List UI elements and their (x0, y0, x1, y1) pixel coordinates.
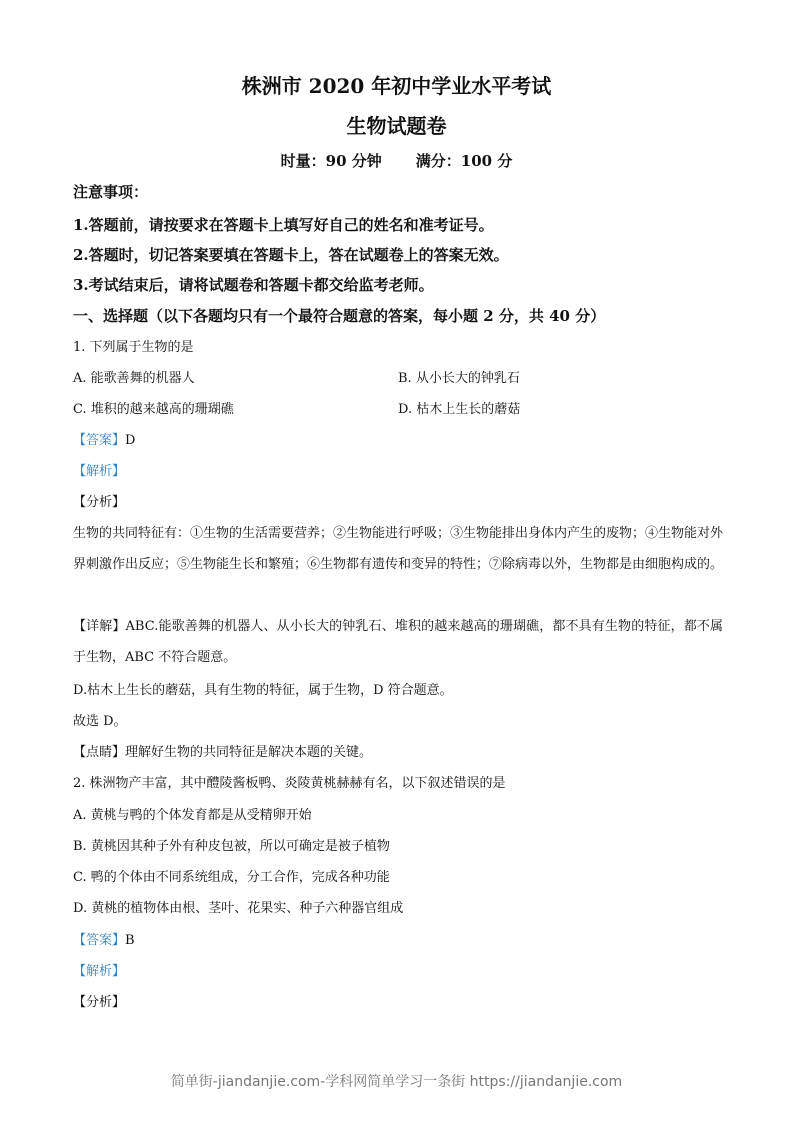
q2-answer (73, 932, 135, 950)
q1-fenxi-label: 【分析】 (73, 495, 126, 510)
q1-option-d: D. 枯木上生长的蘑菇 (398, 402, 521, 417)
q1-option-b: B. 从小长大的钟乳石 (398, 371, 520, 386)
q2-option-a: A. 黄桃与鸭的个体发育都是从受精卵开始 (73, 808, 312, 823)
q1-choose: 故选 D。 (73, 714, 127, 729)
q1-dianjing-label: 【点睛】 (73, 745, 126, 760)
q1-option-a: A. 能歌善舞的机器人 (73, 371, 195, 386)
q2-option-b: B. 黄桃因其种子外有种皮包被，所以可确定是被子植物 (73, 839, 390, 854)
exam-score: 满分：100 分 (415, 152, 513, 170)
q1-answer (73, 432, 135, 450)
q2-option-c: C. 鸭的个体由不同系统组成，分工合作，完成各种功能 (73, 870, 390, 885)
q2-answer-label: 【答案】 (73, 933, 126, 948)
notice-item-1: 1.答题前，请按要求在答题卡上填写好自己的姓名和准考证号。 (73, 216, 494, 234)
q1-option-c: C. 堆积的越来越高的珊瑚礁 (73, 402, 234, 417)
q1-stem: 1. 下列属于生物的是 (73, 340, 194, 355)
q1-jiexi-label: 【解析】 (73, 464, 126, 479)
q1-xiangjie-d: D.枯木上生长的蘑菇，具有生物的特征，属于生物，D 符合题意。 (73, 683, 453, 698)
notice-heading: 注意事项： (73, 183, 149, 201)
q1-xiangjie-text: ABC.能歌善舞的机器人、从小长大的钟乳石、堆积的越来越高的珊瑚礁，都不具有生物的特征，都不属于生物，ABC 不符合题意。 (73, 619, 723, 665)
q1-dianjing-text: 理解好生物的共同特征是解决本题的关键。 (125, 745, 373, 760)
q2-jiexi-label: 【解析】 (73, 964, 126, 979)
q1-dianjing (73, 744, 372, 762)
q2-stem: 2. 株洲物产丰富，其中醴陵酱板鸭、炎陵黄桃赫赫有名，以下叙述错误的是 (73, 776, 506, 791)
q2-answer-value: B (125, 933, 135, 948)
exam-meta (0, 150, 793, 171)
exam-time: 时量：90 分钟 (280, 152, 382, 170)
exam-subtitle: 生物试题卷 (346, 114, 447, 138)
q1-xiangjie (73, 611, 723, 673)
q2-fenxi-label: 【分析】 (73, 995, 126, 1010)
footer-watermark: 简单街-jiandanjie.com-学科网简单学习一条街 https://jiandanjie.com (170, 1074, 623, 1090)
q1-xiangjie-label: 【详解】 (73, 619, 126, 634)
notice-item-2: 2.答题时，切记答案要填在答题卡上，答在试题卷上的答案无效。 (73, 246, 509, 264)
q1-fenxi-text: 生物的共同特征有：①生物的生活需要营养；②生物能进行呼吸；③生物能排出身体内产生的废物；④生物能对外界刺激作出反应；⑤生物能生长和繁殖；⑥生物都有遗传和变异的特性；⑦除病毒以外，生物都是由细胞构成的。 (73, 526, 724, 572)
q2-option-d: D. 黄桃的植物体由根、茎叶、花果实、种子六种器官组成 (73, 901, 404, 916)
section-heading: 一、选择题（以下各题均只有一个最符合题意的答案，每小题 2 分，共 40 分） (73, 307, 606, 325)
q1-answer-label: 【答案】 (73, 433, 126, 448)
exam-title: 株洲市 2020 年初中学业水平考试 (241, 74, 552, 98)
notice-item-3: 3.考试结束后，请将试题卷和答题卡都交给监考老师。 (73, 276, 434, 294)
q1-answer-value: D (125, 433, 136, 448)
